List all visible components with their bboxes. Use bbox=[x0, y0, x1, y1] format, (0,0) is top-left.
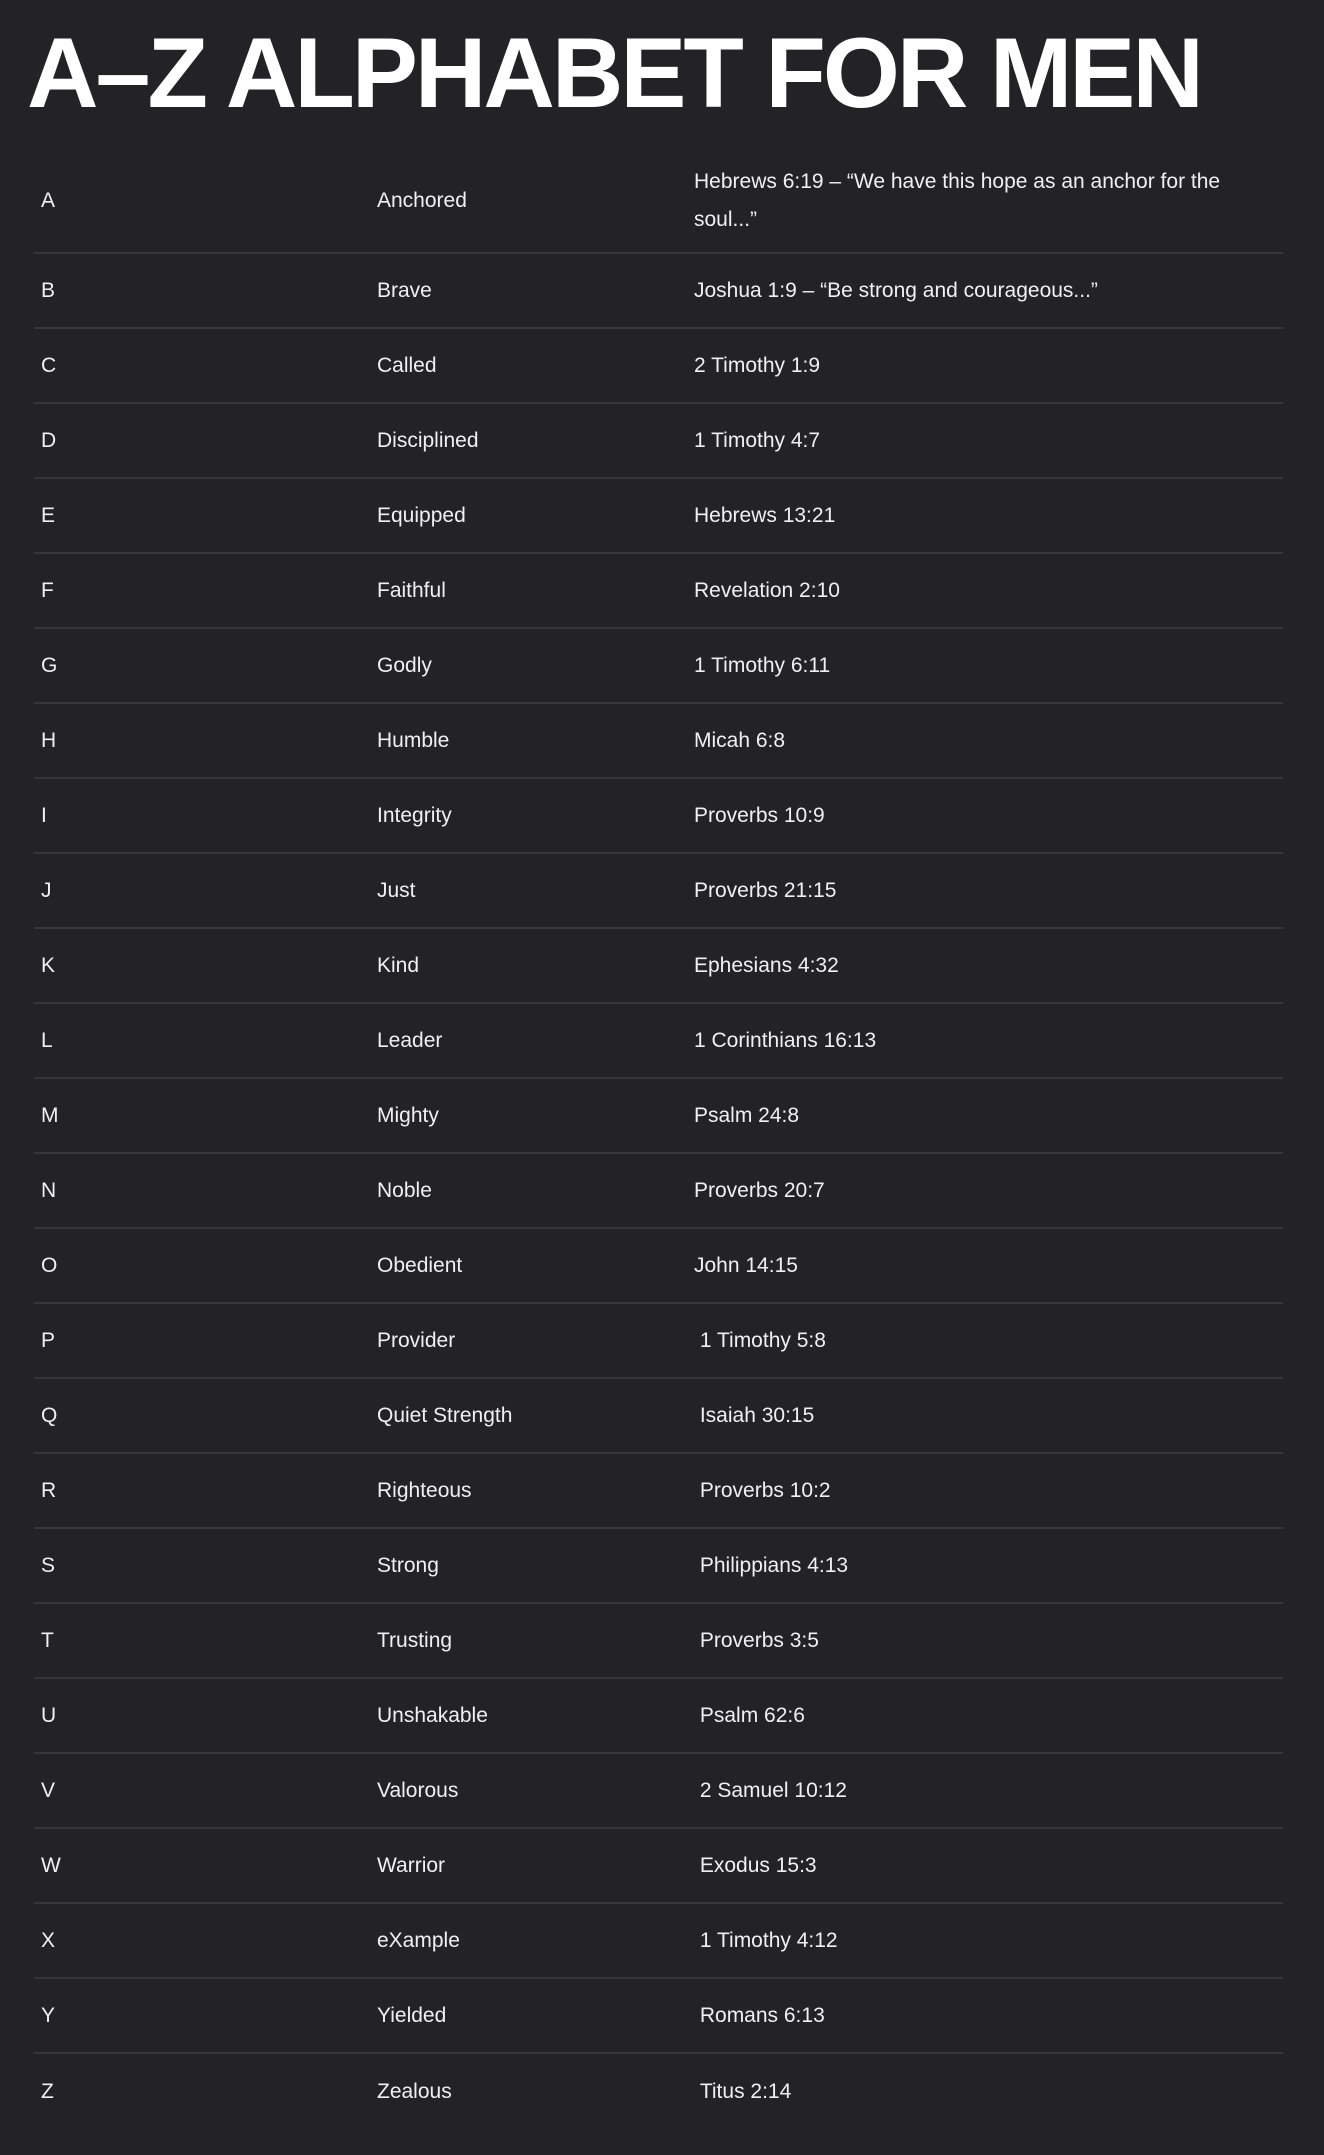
verse-cell: Revelation 2:10 bbox=[694, 578, 840, 602]
word-cell: Kind bbox=[377, 953, 420, 977]
word-cell: Just bbox=[377, 878, 416, 902]
letter-cell: U bbox=[41, 1703, 57, 1727]
word-cell: Faithful bbox=[377, 578, 446, 602]
verse-cell: Proverbs 20:7 bbox=[694, 1178, 825, 1202]
verse-cell: Proverbs 10:9 bbox=[694, 803, 825, 827]
letter-cell: H bbox=[41, 728, 57, 752]
table-row bbox=[34, 1304, 1283, 1379]
word-cell: Integrity bbox=[377, 803, 452, 827]
verse-cell: Proverbs 10:2 bbox=[694, 1478, 831, 1502]
verse-cell: Ephesians 4:32 bbox=[694, 953, 839, 977]
letter-cell: K bbox=[41, 953, 56, 977]
letter-cell: O bbox=[41, 1253, 58, 1277]
verse-cell: 1 Timothy 6:11 bbox=[694, 653, 831, 677]
verse-cell: Psalm 62:6 bbox=[694, 1703, 805, 1727]
word-cell: Quiet Strength bbox=[377, 1403, 513, 1427]
verse-cell: Romans 6:13 bbox=[694, 2003, 825, 2027]
table-row bbox=[34, 1979, 1283, 2054]
word-cell: Godly bbox=[377, 653, 432, 677]
verse-cell: Titus 2:14 bbox=[694, 2079, 792, 2103]
verse-cell: 2 Samuel 10:12 bbox=[694, 1778, 847, 1802]
table-row bbox=[34, 404, 1283, 479]
letter-cell: M bbox=[41, 1103, 59, 1127]
table-row bbox=[34, 929, 1283, 1004]
word-cell: Obedient bbox=[377, 1253, 463, 1277]
table-row bbox=[34, 1679, 1283, 1754]
letter-cell: L bbox=[41, 1028, 53, 1052]
alphabet-table bbox=[34, 150, 1283, 2129]
table-row bbox=[34, 704, 1283, 779]
word-cell: Anchored bbox=[377, 189, 467, 212]
word-cell: Yielded bbox=[377, 2003, 447, 2027]
letter-cell: B bbox=[41, 278, 56, 302]
verse-cell: 1 Timothy 4:7 bbox=[694, 428, 821, 452]
table-row bbox=[34, 1454, 1283, 1529]
table-row bbox=[34, 329, 1283, 404]
word-cell: Equipped bbox=[377, 503, 466, 527]
table-row bbox=[34, 2054, 1283, 2129]
verse-cell: Isaiah 30:15 bbox=[694, 1403, 815, 1427]
verse-cell: Hebrews 6:19 – “We have this hope as an anchor for the soul...” bbox=[694, 170, 1226, 231]
table-row bbox=[34, 1154, 1283, 1229]
verse-cell: Micah 6:8 bbox=[694, 728, 786, 752]
word-cell: Unshakable bbox=[377, 1703, 488, 1727]
page-title: A–Z ALPHABET FOR MEN bbox=[27, 17, 1201, 128]
letter-cell: J bbox=[41, 878, 52, 902]
table-row bbox=[34, 1004, 1283, 1079]
table-row bbox=[34, 1379, 1283, 1454]
verse-cell: Hebrews 13:21 bbox=[694, 503, 836, 527]
word-cell: Disciplined bbox=[377, 428, 479, 452]
letter-cell: Z bbox=[41, 2079, 54, 2103]
verse-cell: Exodus 15:3 bbox=[694, 1853, 817, 1877]
word-cell: Trusting bbox=[377, 1628, 453, 1652]
page-header bbox=[0, 0, 1324, 131]
word-cell: Valorous bbox=[377, 1778, 459, 1802]
verse-cell: 1 Timothy 4:12 bbox=[694, 1928, 838, 1952]
letter-cell: I bbox=[41, 803, 47, 827]
table-row bbox=[34, 1754, 1283, 1829]
verse-cell: 1 Corinthians 16:13 bbox=[694, 1028, 877, 1052]
table-row bbox=[34, 629, 1283, 704]
word-cell: Provider bbox=[377, 1328, 456, 1352]
table-row bbox=[34, 254, 1283, 329]
word-cell: Called bbox=[377, 353, 437, 377]
letter-cell: V bbox=[41, 1778, 56, 1802]
letter-cell: X bbox=[41, 1928, 56, 1952]
verse-cell: 1 Timothy 5:8 bbox=[694, 1328, 826, 1352]
table-row bbox=[34, 1904, 1283, 1979]
letter-cell: Y bbox=[41, 2003, 56, 2027]
table-row bbox=[34, 1529, 1283, 1604]
verse-cell: Joshua 1:9 – “Be strong and courageous...” bbox=[694, 278, 1098, 302]
table-row bbox=[34, 779, 1283, 854]
word-cell: Mighty bbox=[377, 1103, 439, 1127]
letter-cell: P bbox=[41, 1328, 56, 1352]
word-cell: Humble bbox=[377, 728, 450, 752]
letter-cell: T bbox=[41, 1628, 54, 1652]
word-cell: eXample bbox=[377, 1928, 460, 1952]
letter-cell: C bbox=[41, 353, 57, 377]
verse-cell: 2 Timothy 1:9 bbox=[694, 353, 821, 377]
letter-cell: S bbox=[41, 1553, 56, 1577]
table-row bbox=[34, 1079, 1283, 1154]
table-row bbox=[34, 854, 1283, 929]
letter-cell: F bbox=[41, 578, 54, 602]
letter-cell: Q bbox=[41, 1403, 58, 1427]
letter-cell: W bbox=[41, 1853, 61, 1877]
table-row bbox=[34, 1604, 1283, 1679]
word-cell: Warrior bbox=[377, 1853, 446, 1877]
letter-cell: R bbox=[41, 1478, 57, 1502]
word-cell: Brave bbox=[377, 278, 432, 302]
verse-cell: Psalm 24:8 bbox=[694, 1103, 800, 1127]
word-cell: Righteous bbox=[377, 1478, 472, 1502]
verse-cell: Proverbs 21:15 bbox=[694, 878, 837, 902]
letter-cell: G bbox=[41, 653, 58, 677]
letter-cell: N bbox=[41, 1178, 57, 1202]
word-cell: Noble bbox=[377, 1178, 432, 1202]
letter-cell: E bbox=[41, 503, 56, 527]
table-row bbox=[34, 1829, 1283, 1904]
table-row bbox=[34, 479, 1283, 554]
verse-cell: Proverbs 3:5 bbox=[694, 1628, 819, 1652]
table-row bbox=[34, 1229, 1283, 1304]
word-cell: Leader bbox=[377, 1028, 443, 1052]
letter-cell: A bbox=[41, 189, 56, 212]
letter-cell: D bbox=[41, 428, 57, 452]
word-cell: Strong bbox=[377, 1553, 439, 1577]
verse-cell: Philippians 4:13 bbox=[694, 1553, 849, 1577]
table-row bbox=[34, 554, 1283, 629]
word-cell: Zealous bbox=[377, 2079, 452, 2103]
verse-cell: John 14:15 bbox=[694, 1253, 798, 1277]
table-row bbox=[34, 150, 1283, 254]
